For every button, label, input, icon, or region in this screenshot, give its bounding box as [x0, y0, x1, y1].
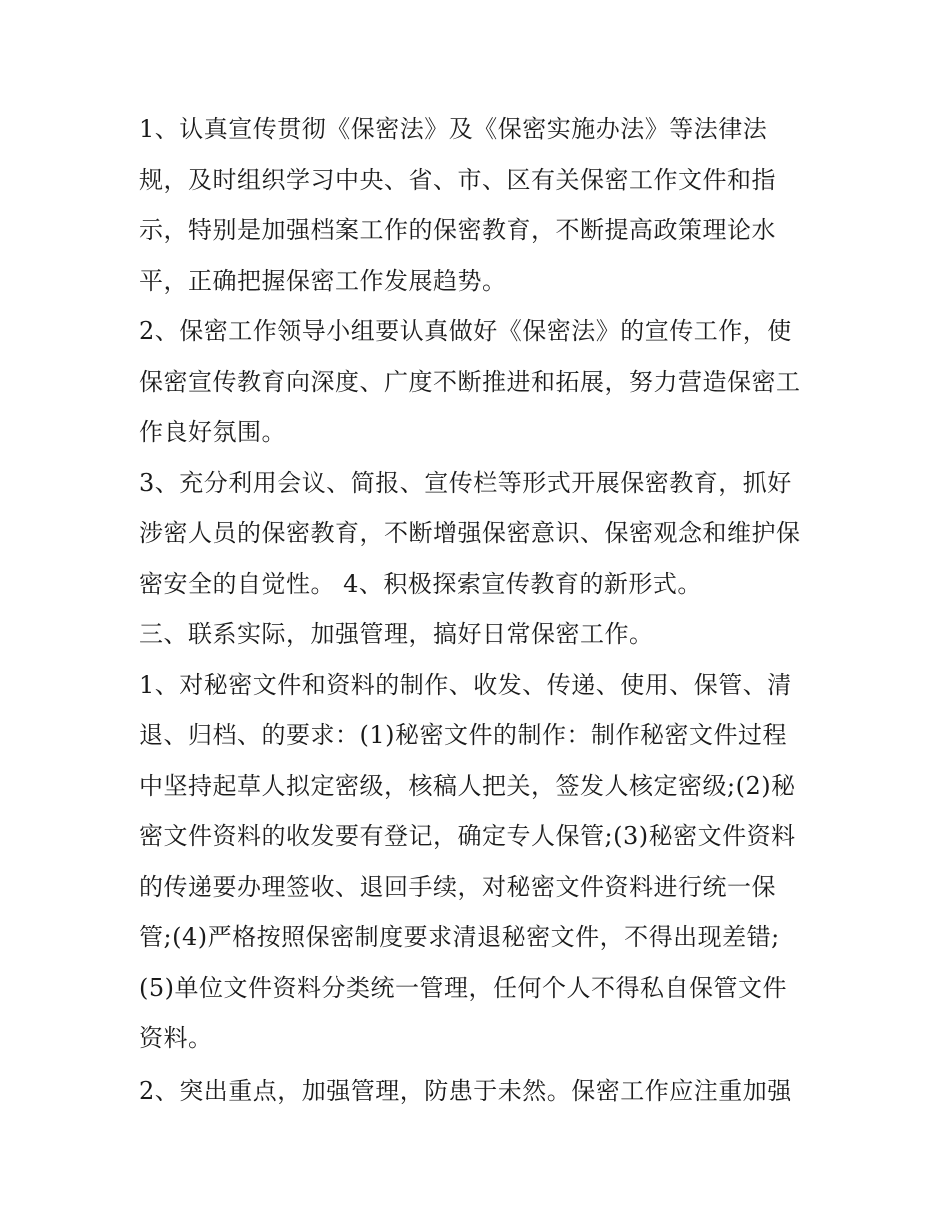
text-line-3: 示，特别是加强档案工作的保密教育，不断提高政策理论水 — [139, 216, 776, 244]
text-line-7: 作良好氛围。 — [139, 418, 286, 446]
document-body — [139, 104, 819, 1116]
text-line-12: 1、对秘密文件和资料的制作、收发、传递、使用、保管、清 — [139, 670, 792, 699]
text-line-1: 1、认真宣传贯彻《保密法》及《保密实施办法》等法律法 — [139, 115, 768, 143]
text-line-10: 密安全的自觉性。 4、积极探索宣传教育的新形式。 — [139, 569, 702, 598]
text-line-17: 管;(4)严格按照保密制度要求清退秘密文件，不得出现差错; — [139, 923, 780, 951]
text-line-11: 三、联系实际，加强管理，搞好日常保密工作。 — [139, 620, 654, 648]
text-line-16: 的传递要办理签收、退回手续，对秘密文件资料进行统一保 — [139, 872, 776, 901]
text-line-13: 退、归档、的要求：(1)秘密文件的制作：制作秘密文件过程 — [139, 721, 787, 749]
text-line-4: 平，正确把握保密工作发展趋势。 — [139, 266, 507, 295]
text-line-19: 资料。 — [139, 1024, 213, 1052]
text-line-2: 规，及时组织学习中央、省、市、区有关保密工作文件和指 — [139, 165, 776, 194]
text-line-9: 涉密人员的保密教育，不断增强保密意识、保密观念和维护保 — [139, 519, 801, 547]
text-line-20: 2、突出重点，加强管理，防患于未然。保密工作应注重加强 — [139, 1076, 792, 1105]
text-line-15: 密文件资料的收发要有登记，确定专人保管;(3)秘密文件资料 — [139, 822, 796, 850]
text-line-14: 中坚持起草人拟定密级，核稿人把关，签发人核定密级;(2)秘 — [139, 771, 796, 800]
text-line-18: (5)单位文件资料分类统一管理，任何个人不得私自保管文件 — [139, 973, 787, 1002]
text-line-6: 保密宣传教育向深度、广度不断推进和拓展，努力营造保密工 — [139, 367, 801, 396]
text-line-5: 2、保密工作领导小组要认真做好《保密法》的宣传工作，使 — [139, 317, 792, 345]
text-line-8: 3、充分利用会议、简报、宣传栏等形式开展保密教育，抓好 — [139, 468, 792, 497]
